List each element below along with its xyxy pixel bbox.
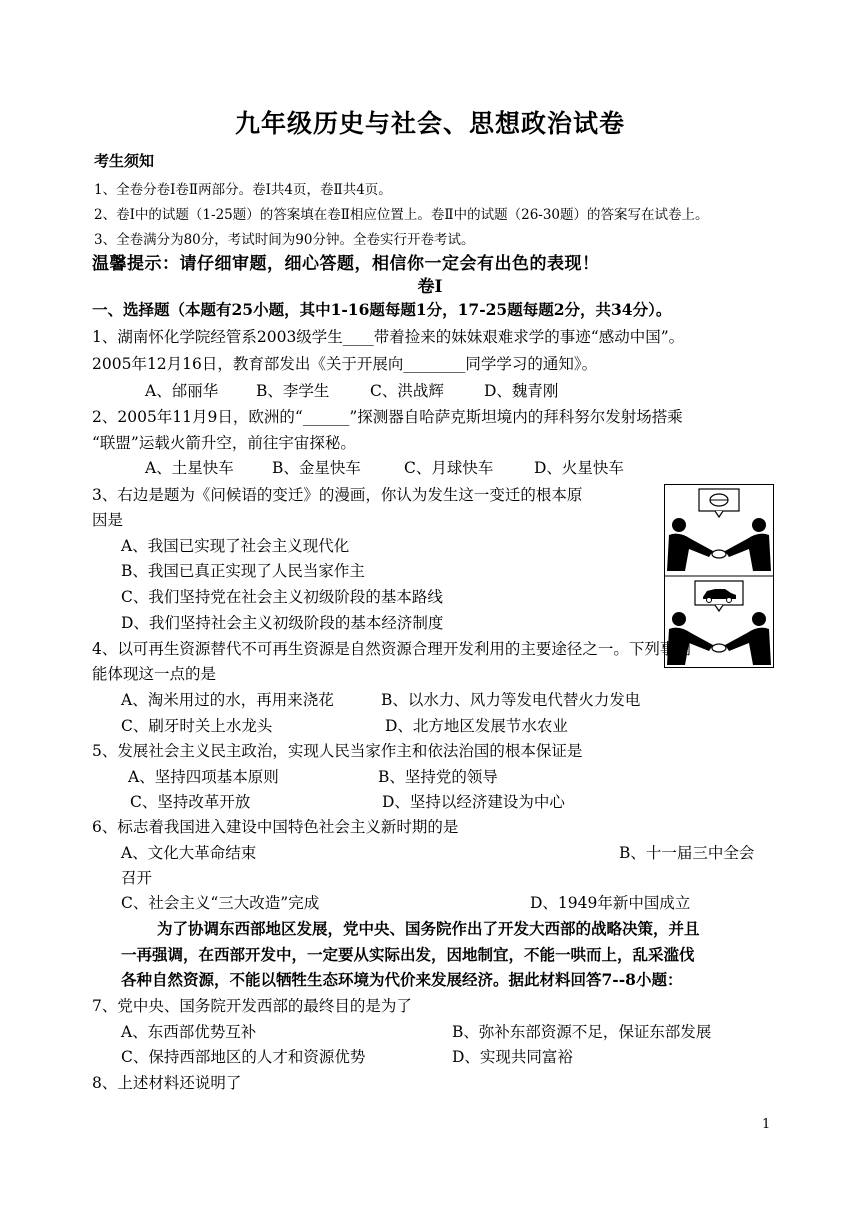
option: C、月球快车 bbox=[404, 459, 494, 477]
question-1-stem: 1、湖南怀化学院经管系2003级学生____带着捡来的妹妹艰难求学的事迹“感动中国”。 bbox=[92, 328, 685, 346]
page-number: 1 bbox=[762, 1117, 771, 1132]
question-3-stem-cont: 因是 bbox=[92, 511, 124, 529]
option: A、文化大革命结束 bbox=[121, 844, 257, 862]
option: A、坚持四项基本原则 bbox=[128, 768, 279, 786]
option: D、实现共同富裕 bbox=[452, 1048, 573, 1066]
option: C、我们坚持党在社会主义初级阶段的基本路线 bbox=[121, 588, 443, 606]
question-6-stem: 6、标志着我国进入建设中国特色社会主义新时期的是 bbox=[92, 818, 459, 836]
option: C、刷牙时关上水龙头 bbox=[121, 717, 273, 735]
option: A、淘米用过的水，再用来浇花 bbox=[121, 691, 334, 709]
option: D、1949年新中国成立 bbox=[530, 894, 691, 912]
question-3-stem: 3、右边是题为《问候语的变迁》的漫画，你认为发生这一变迁的根本原 bbox=[92, 486, 583, 504]
question-4-stem-cont: 能体现这一点的是 bbox=[92, 665, 217, 683]
option: C、坚持改革开放 bbox=[130, 793, 251, 811]
question-4-stem: 4、以可再生资源替代不可再生资源是自然资源合理开发利用的主要途径之一。下列事例 bbox=[92, 640, 691, 658]
option: C、保持西部地区的人才和资源优势 bbox=[121, 1048, 366, 1066]
notice-line: 1、全卷分卷Ⅰ卷Ⅱ两部分。卷Ⅰ共4页，卷Ⅱ共4页。 bbox=[94, 182, 392, 198]
question-2-stem-cont: “联盟”运载火箭升空，前往宇宙探秘。 bbox=[92, 434, 356, 452]
option: B、李学生 bbox=[256, 382, 330, 400]
option: A、东西部优势互补 bbox=[121, 1023, 257, 1041]
option: B、十一届三中全会 bbox=[619, 844, 755, 862]
option: A、我国已实现了社会主义现代化 bbox=[121, 537, 350, 555]
option: B、弥补东部资源不足，保证东部发展 bbox=[452, 1023, 712, 1041]
page-title: 九年级历史与社会、思想政治试卷 bbox=[234, 109, 625, 138]
option: C、社会主义“三大改造”完成 bbox=[121, 894, 320, 912]
question-1-stem-cont: 2005年12月16日，教育部发出《关于开展向________同学学习的通知》。 bbox=[92, 355, 598, 373]
question-5-stem: 5、发展社会主义民主政治，实现人民当家作主和依法治国的根本保证是 bbox=[92, 742, 583, 760]
tip-text: 温馨提示：请仔细审题，细心答题，相信你一定会有出色的表现！ bbox=[92, 254, 600, 274]
option: B、坚持党的领导 bbox=[378, 768, 498, 786]
option: B、金星快车 bbox=[272, 459, 361, 477]
option: B、以水力、风力等发电代替火力发电 bbox=[381, 691, 641, 709]
notice-heading: 考生须知 bbox=[94, 152, 155, 170]
cartoon-panel-top bbox=[667, 489, 771, 571]
option: D、北方地区发展节水农业 bbox=[385, 717, 568, 735]
question-2-stem: 2、2005年11月9日，欧洲的“______”探测器自哈萨克斯坦境内的拜科努尔发射场搭乘 bbox=[92, 408, 683, 426]
option: A、邰丽华 bbox=[145, 382, 219, 400]
option: D、坚持以经济建设为中心 bbox=[382, 793, 565, 811]
question-8-stem: 8、上述材料还说明了 bbox=[92, 1074, 242, 1092]
option: B、我国已真正实现了人民当家作主 bbox=[121, 562, 365, 580]
section-heading: 一、选择题（本题有25小题，其中1-16题每题1分，17-25题每题2分，共34分）。 bbox=[92, 300, 672, 319]
option: A、土星快车 bbox=[145, 459, 234, 477]
material-line: 各种自然资源，不能以牺牲生态环境为代价来发展经济。据此材料回答7--8小题： bbox=[121, 970, 683, 989]
material-line: 一再强调，在西部开发中，一定要从实际出发，因地制宜，不能一哄而上，乱采滥伐 bbox=[121, 945, 695, 964]
notice-line: 3、全卷满分为80分，考试时间为90分钟。全卷实行开卷考试。 bbox=[94, 232, 475, 248]
notice-line: 2、卷Ⅰ中的试题（1-25题）的答案填在卷Ⅱ相应位置上。卷Ⅱ中的试题（26-30题）的答案写在试卷上。 bbox=[94, 207, 709, 223]
option: D、火星快车 bbox=[534, 459, 624, 477]
option: D、我们坚持社会主义初级阶段的基本经济制度 bbox=[121, 614, 444, 632]
option-cont: 召开 bbox=[121, 869, 153, 887]
question-7-stem: 7、党中央、国务院开发西部的最终目的是为了 bbox=[92, 997, 412, 1015]
option: D、魏青刚 bbox=[484, 382, 559, 400]
material-line: 为了协调东西部地区发展，党中央、国务院作出了开发大西部的战略决策，并且 bbox=[157, 919, 700, 938]
option: C、洪战辉 bbox=[370, 382, 444, 400]
section-label: 卷Ⅰ bbox=[417, 277, 443, 297]
